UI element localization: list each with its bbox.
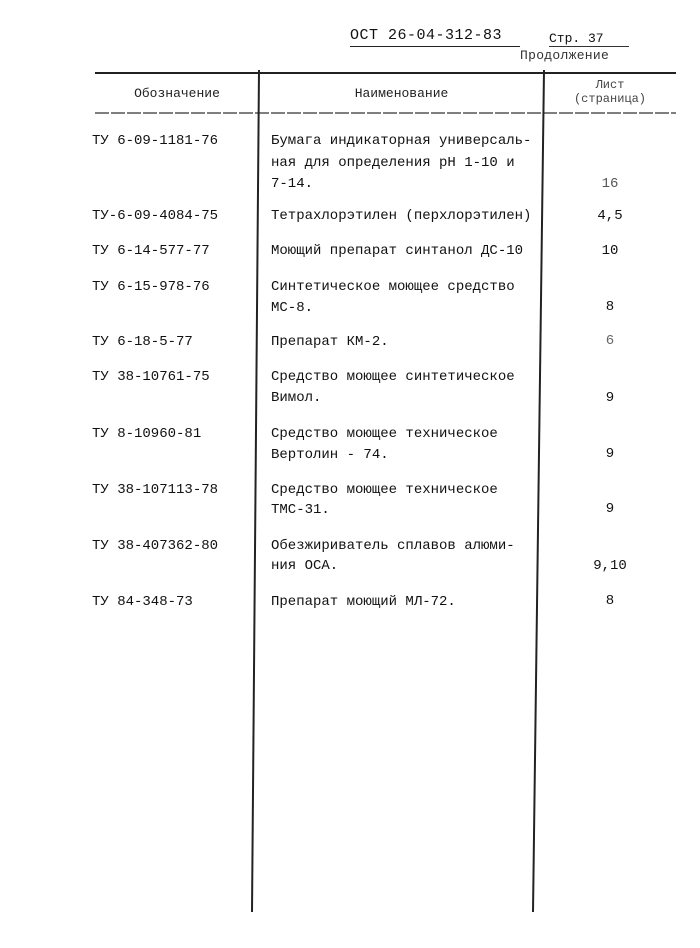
row-designation: ТУ 38-107113-78 — [92, 482, 219, 498]
row-name-line: Бумага индикаторная универсаль- — [271, 133, 532, 149]
standard-underline — [350, 46, 520, 47]
row-page: 9 — [605, 446, 615, 462]
row-name-line: Тетрахлорэтилен (перхлорэтилен) — [271, 208, 532, 224]
column-header-name: Наименование — [354, 86, 449, 101]
row-name-line: Синтетическое моющее средство — [271, 279, 515, 295]
row-page: 10 — [601, 243, 619, 259]
row-name-line: Препарат КМ-2. — [271, 334, 389, 350]
row-page: 8 — [605, 593, 615, 609]
row-name-line: ТМС-31. — [271, 502, 330, 518]
row-designation: ТУ 38-10761-75 — [92, 369, 210, 385]
row-name-line: 7-14. — [271, 176, 314, 192]
row-designation: ТУ 6-09-1181-76 — [92, 133, 219, 149]
row-name-line: Препарат моющий МЛ-72. — [271, 594, 456, 610]
row-designation: ТУ-6-09-4084-75 — [92, 208, 219, 224]
row-name-line: ная для определения рН 1-10 и — [271, 155, 515, 171]
row-designation: ТУ 6-18-5-77 — [92, 334, 193, 350]
row-page: 8 — [605, 299, 615, 315]
row-name-line: Вимол. — [271, 390, 322, 406]
column-header-sheet: Лист — [595, 78, 625, 92]
row-page: 9 — [605, 501, 615, 517]
row-designation: ТУ 84-348-73 — [92, 594, 193, 610]
page-underline — [549, 46, 629, 47]
page-number: Стр. 37 — [549, 31, 604, 46]
row-page: 9,10 — [593, 558, 627, 574]
column-header-sheet-page: (страница) — [573, 92, 646, 106]
column-header-designation: Обозначение — [134, 86, 220, 101]
continuation-label: Продолжение — [520, 48, 610, 63]
row-name-line: МС-8. — [271, 300, 314, 316]
row-name-line: Средство моющее техническое — [271, 426, 498, 442]
row-page: 4,5 — [597, 208, 623, 224]
row-page: 6 — [605, 333, 615, 349]
row-name-line: Средство моющее техническое — [271, 482, 498, 498]
row-designation: ТУ 38-407362-80 — [92, 538, 219, 554]
row-page: 16 — [601, 176, 619, 192]
row-name-line: Вертолин - 74. — [271, 447, 389, 463]
row-name-line: ния ОСА. — [271, 558, 339, 574]
row-designation: ТУ 8-10960-81 — [92, 426, 202, 442]
row-name-line: Обезжириватель сплавов алюми- — [271, 538, 515, 554]
row-designation: ТУ 6-15-978-76 — [92, 279, 210, 295]
row-name-line: Моющий препарат синтанол ДС-10 — [271, 243, 524, 259]
row-name-line: Средство моющее синтетическое — [271, 369, 515, 385]
standard-number: ОСТ 26-04-312-83 — [350, 27, 503, 44]
row-page: 9 — [605, 390, 615, 406]
row-designation: ТУ 6-14-577-77 — [92, 243, 210, 259]
